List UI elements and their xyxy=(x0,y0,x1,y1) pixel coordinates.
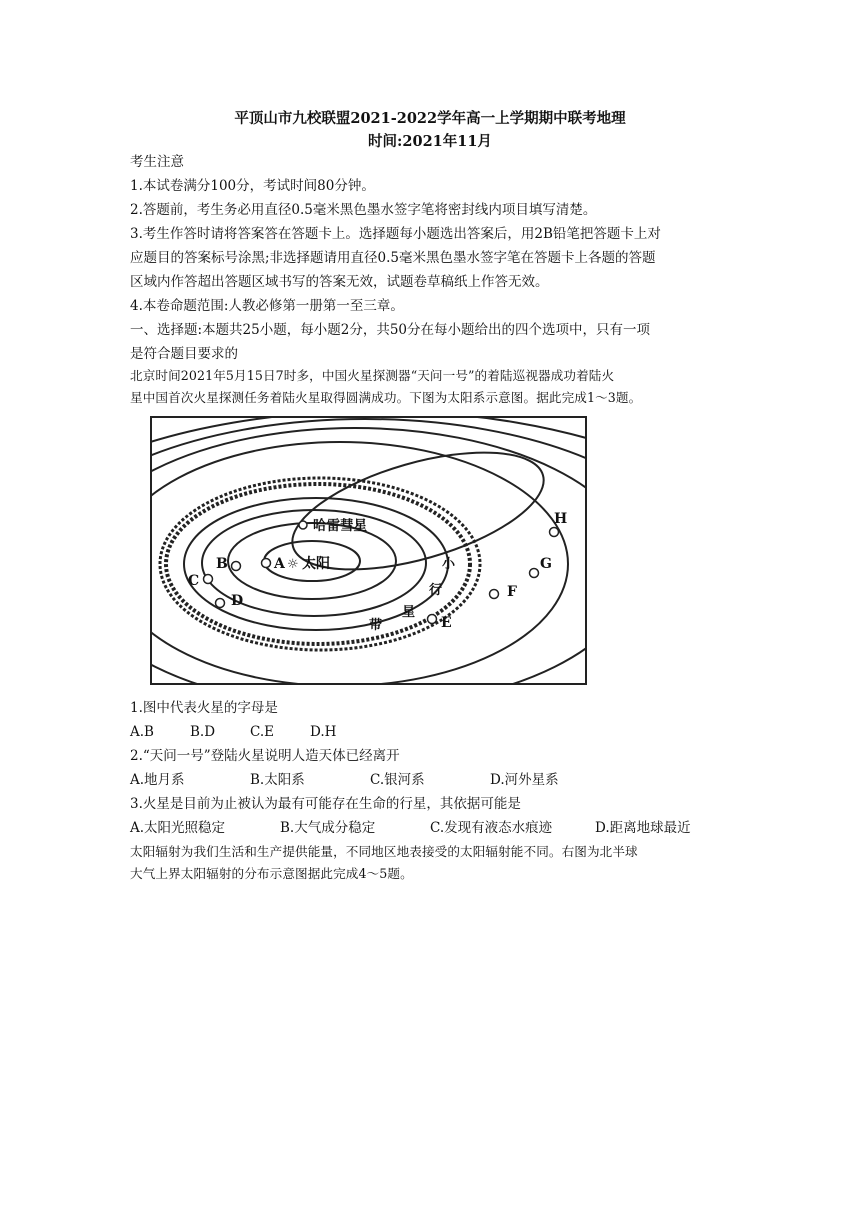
question-1-stem: 1.图中代表火星的字母是 xyxy=(130,700,278,716)
question-3-options xyxy=(130,818,750,838)
planet-sun-side xyxy=(262,559,271,568)
planet-d xyxy=(216,599,225,608)
option[interactable]: B.太阳系 xyxy=(250,772,305,788)
label-b: B xyxy=(216,556,228,572)
notice-item: 区域内作答超出答题区域书写的答案无效，试题卷草稿纸上作答无效。 xyxy=(130,274,549,290)
planet-f xyxy=(490,590,499,599)
option[interactable]: C.E xyxy=(250,724,274,740)
label-c: C xyxy=(188,573,200,589)
label-e: E xyxy=(441,615,452,631)
option[interactable]: D.距离地球最近 xyxy=(595,820,691,836)
passage-text: 星中国首次火星探测任务着陆火星取得圆满成功。下图为太阳系示意图。据此完成1～3题。 xyxy=(130,390,642,405)
passage-text: 大气上界太阳辐射的分布示意图据此完成4～5题。 xyxy=(130,866,413,881)
option[interactable]: C.发现有液态水痕迹 xyxy=(430,820,553,836)
label-g: G xyxy=(540,556,552,572)
question-2-stem: 2.“天问一号”登陆火星说明人造天体已经离开 xyxy=(130,748,400,764)
halley-comet-marker xyxy=(299,521,307,529)
label-asteroid-belt-1: 小 xyxy=(442,557,456,572)
label-sun-letter: A xyxy=(274,556,285,572)
notice-item: 4.本卷命题范围:人教必修第一册第一至三章。 xyxy=(130,298,404,314)
option[interactable]: D.H xyxy=(310,724,337,740)
notice-heading: 考生注意 xyxy=(130,154,184,170)
option[interactable]: A.地月系 xyxy=(130,772,185,788)
label-f: F xyxy=(507,584,517,600)
question-1-options xyxy=(130,722,750,742)
notice-item: 应题目的答案标号涂黑;非选择题请用直径0.5毫米黑色墨水签字笔在答题卡上各题的答题 xyxy=(130,250,656,266)
question-2-options xyxy=(130,770,750,790)
option[interactable]: A.B xyxy=(130,724,154,740)
exam-title: 平顶山市九校联盟2021-2022学年高一上学期期中联考地理 xyxy=(234,110,626,127)
exam-time: 时间:2021年11月 xyxy=(368,133,492,150)
notice-item: 3.考生作答时请将答案答在答题卡上。选择题每小题选出答案后，用2B铅笔把答题卡上对 xyxy=(130,226,661,242)
label-asteroid-belt-3: 星 xyxy=(402,605,416,620)
notice-item: 1.本试卷满分100分，考试时间80分钟。 xyxy=(130,178,375,194)
planet-g xyxy=(530,569,539,578)
section-heading-cont: 是符合题目要求的 xyxy=(130,346,238,362)
passage-text: 太阳辐射为我们生活和生产提供能量，不同地区地表接受的太阳辐射能不同。右图为北半球 xyxy=(130,844,638,859)
label-asteroid-belt-4: 带 xyxy=(369,618,383,633)
label-sun: 太阳 xyxy=(302,556,330,572)
label-h: H xyxy=(554,511,568,527)
planet-c xyxy=(204,575,213,584)
planet-b xyxy=(232,562,241,571)
solar-system-diagram xyxy=(150,416,587,685)
planet-h xyxy=(550,528,559,537)
label-asteroid-belt-2: 行 xyxy=(429,583,443,598)
question-3-stem: 3.火星是目前为止被认为最有可能存在生命的行星，其依据可能是 xyxy=(130,796,521,812)
sun-icon: ☼ xyxy=(287,557,299,572)
option[interactable]: B.大气成分稳定 xyxy=(280,820,376,836)
planet-e xyxy=(428,615,437,624)
notice-item: 2.答题前，考生务必用直径0.5毫米黑色墨水签字笔将密封线内项目填写清楚。 xyxy=(130,202,597,218)
option[interactable]: C.银河系 xyxy=(370,772,425,788)
label-halley-comet: 哈雷彗星 xyxy=(313,518,367,534)
passage-text: 北京时间2021年5月15日7时多，中国火星探测器“天问一号”的着陆巡视器成功着陆火 xyxy=(130,368,615,383)
option[interactable]: B.D xyxy=(190,724,216,740)
option[interactable]: D.河外星系 xyxy=(490,772,559,788)
label-d: D xyxy=(231,593,244,609)
option[interactable]: A.太阳光照稳定 xyxy=(130,820,226,836)
section-heading: 一、选择题:本题共25小题，每小题2分，共50分在每小题给出的四个选项中，只有一项 xyxy=(130,322,650,338)
